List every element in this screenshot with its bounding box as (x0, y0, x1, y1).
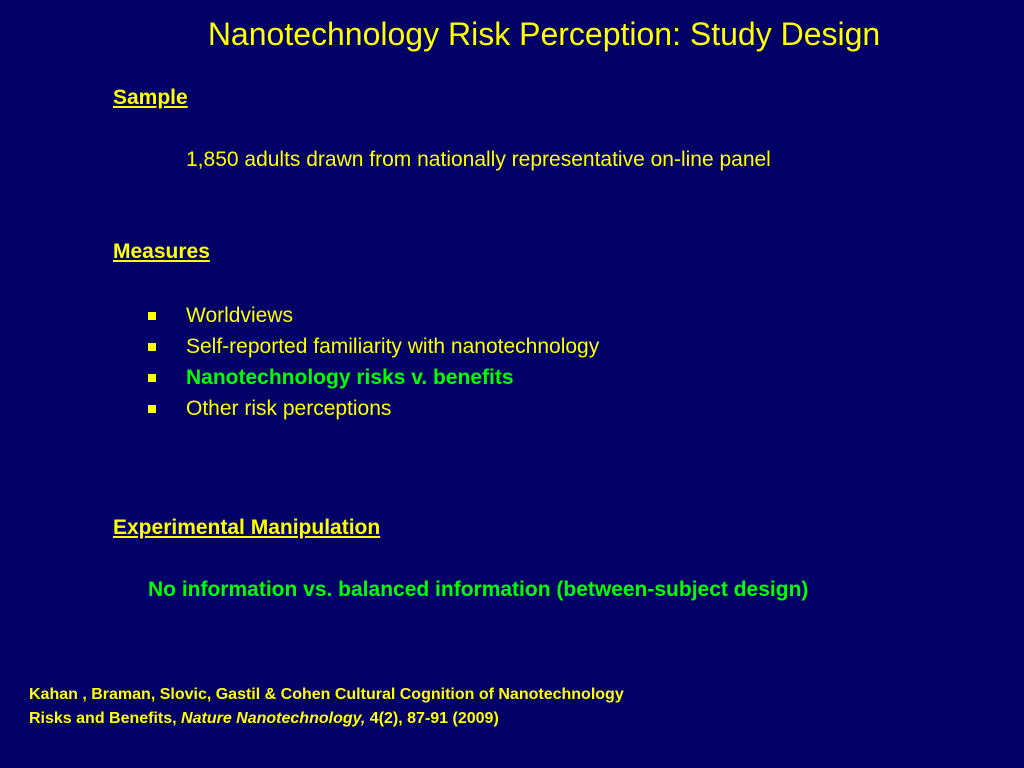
sample-text: 1,850 adults drawn from nationally representative on-line panel (186, 148, 771, 171)
measure-item-worldviews (148, 300, 599, 331)
slide-title: Nanotechnology Risk Perception: Study Design (207, 16, 881, 52)
measure-label: Self-reported familiarity with nanotechnology (186, 334, 600, 358)
citation-suffix: 4(2), 87-91 (2009) (365, 710, 499, 727)
square-bullet-icon (148, 405, 156, 413)
manipulation-text: No information vs. balanced information (between-subject design) (148, 578, 809, 601)
citation-line-2 (29, 707, 624, 731)
square-bullet-icon (148, 312, 156, 320)
measure-item-other-risks (148, 393, 599, 424)
manipulation-heading: Experimental Manipulation (113, 516, 381, 539)
citation-line-1: Kahan , Braman, Slovic, Gastil & Cohen Cultural Cognition of Nanotechnology (29, 686, 624, 703)
sample-heading: Sample (113, 86, 188, 109)
measures-heading: Measures (113, 240, 210, 263)
measures-list (148, 300, 599, 424)
square-bullet-icon (148, 374, 156, 382)
square-bullet-icon (148, 343, 156, 351)
measure-label: Worldviews (186, 303, 293, 327)
citation-journal: Nature Nanotechnology, (181, 710, 366, 727)
citation-prefix: Risks and Benefits, (29, 710, 182, 727)
measure-item-familiarity (148, 331, 599, 362)
measure-label: Other risk perceptions (186, 396, 392, 420)
measure-label: Nanotechnology risks v. benefits (186, 365, 514, 389)
measure-item-risks-benefits (148, 362, 599, 393)
citation (29, 683, 624, 731)
